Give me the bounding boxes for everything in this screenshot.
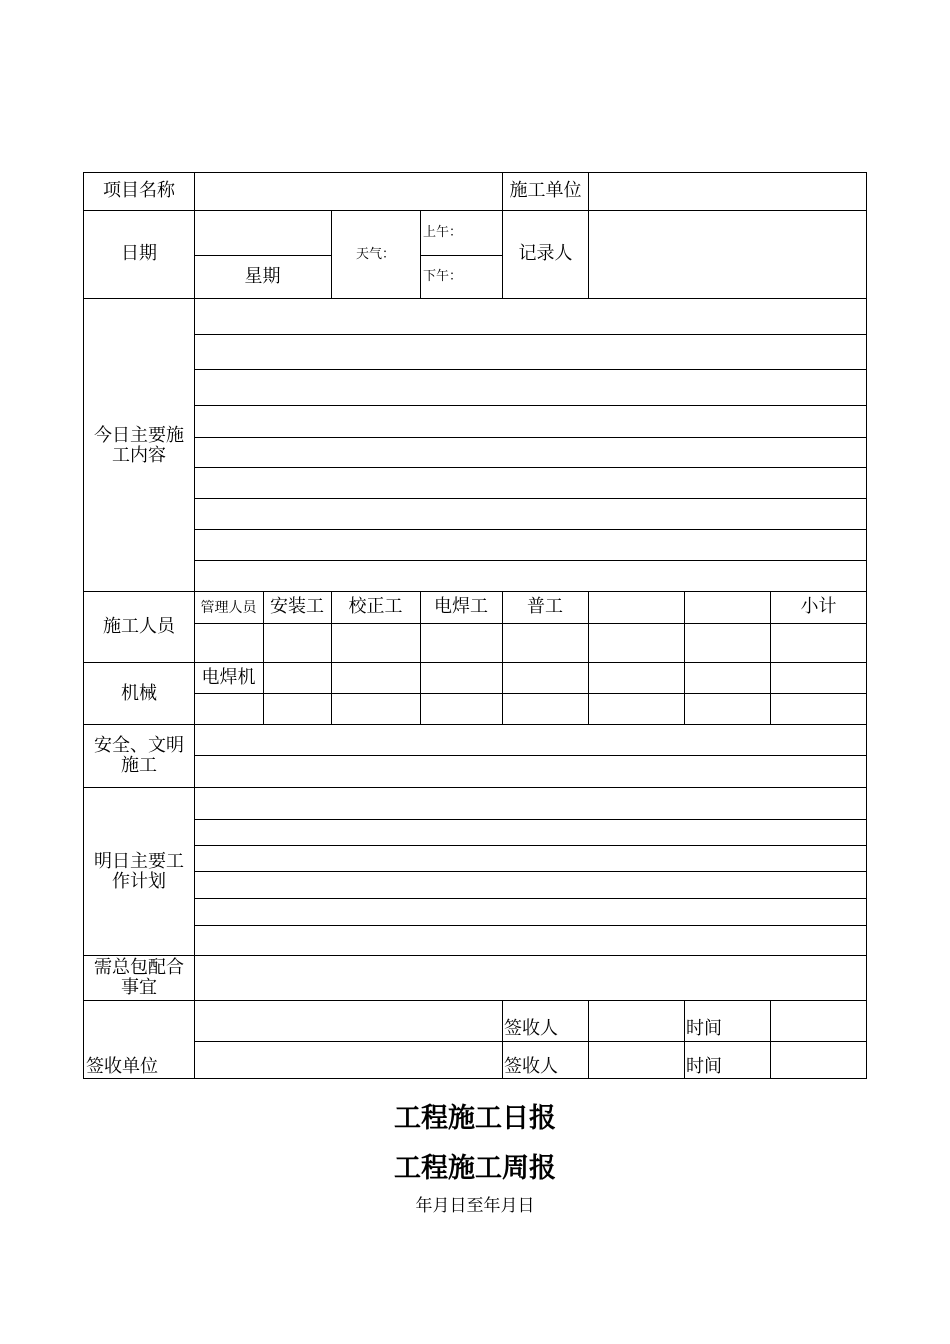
morning-label: 上午： [423,225,463,240]
weather-label: 天气： [355,247,395,262]
machinery-label: 机械 [121,683,157,704]
personnel-header-subtotal: 小计 [800,596,837,617]
machinery-header-welding-machine: 电焊机 [201,667,256,688]
project-name-label: 项目名称 [103,180,175,201]
daily-report-title: 工程施工日报 [394,1103,556,1134]
construction-unit-label: 施工单位 [509,180,582,201]
gc-items-label: 需总包配合事宜 [94,957,184,998]
signer-label-1: 签收人 [504,1018,558,1039]
receiving-unit-label: 签收单位 [86,1056,158,1077]
personnel-header-laborer: 普工 [527,596,563,617]
personnel-header-aligner: 校正工 [348,596,403,617]
recorder-label: 记录人 [518,243,573,264]
time-label-2: 时间 [686,1056,722,1077]
personnel-header-management: 管理人员 [200,600,257,616]
signer-label-2: 签收人 [504,1056,558,1077]
personnel-label: 施工人员 [103,616,175,637]
date-label: 日期 [121,243,157,264]
afternoon-label: 下午： [423,269,463,284]
today-work-label: 今日主要施工内容 [94,425,184,466]
time-label-1: 时间 [686,1018,722,1039]
weekly-report-title: 工程施工周报 [394,1153,556,1184]
personnel-header-welder: 电焊工 [434,596,488,617]
safety-label: 安全、文明施工 [94,735,184,776]
personnel-header-installer: 安装工 [270,596,324,617]
weekday-label: 星期 [244,266,281,287]
tomorrow-plan-label: 明日主要工作计划 [94,851,184,892]
table-frame [83,172,867,1079]
report-period: 年月日至年月日 [415,1196,535,1216]
